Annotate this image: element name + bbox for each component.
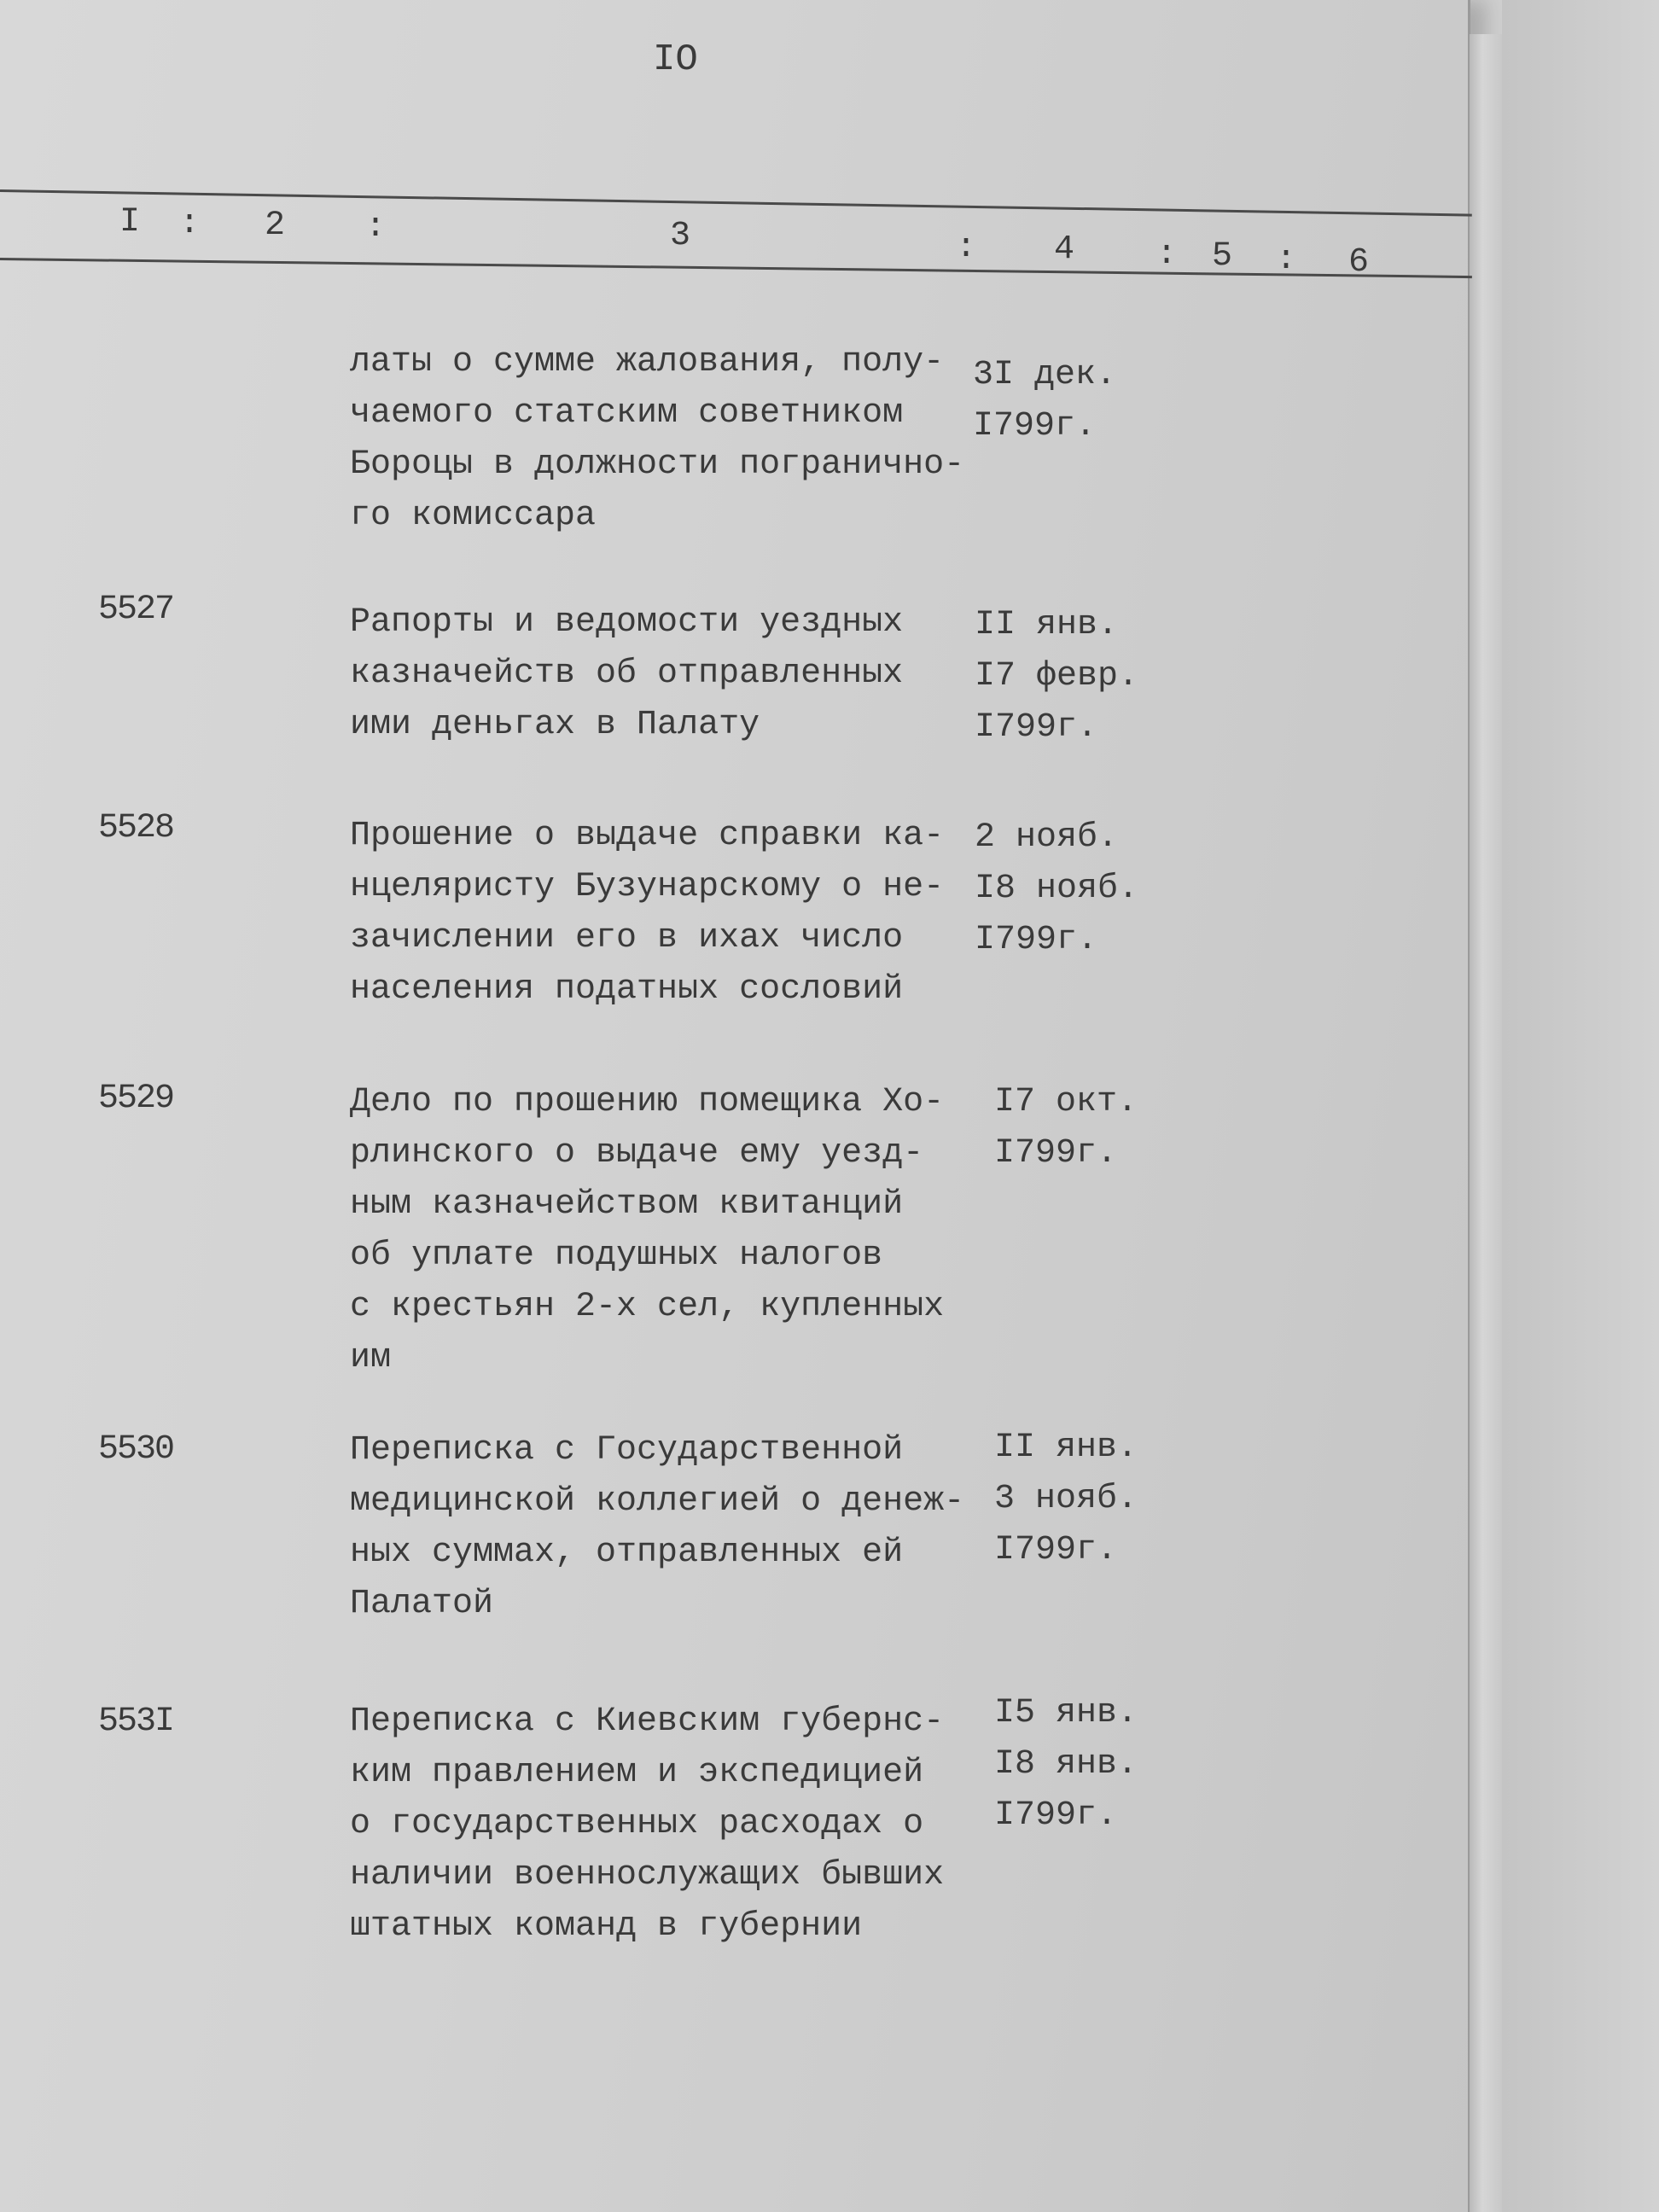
row-dates: I5 янв. I8 янв. I799г.	[994, 1694, 1138, 1835]
row-dates: II янв. I7 февр. I799г.	[975, 606, 1139, 747]
column-header-2: 2	[265, 207, 286, 245]
column-separator: :	[1156, 236, 1178, 274]
column-separator: :	[365, 208, 387, 247]
column-header-5: 5	[1212, 237, 1233, 276]
page-number: IO	[653, 38, 698, 81]
column-header-3: 3	[670, 217, 691, 255]
column-header-4: 4	[1054, 230, 1075, 269]
column-header-6: 6	[1348, 243, 1370, 282]
column-separator: :	[1276, 241, 1297, 279]
row-title: Переписка с Государственной медицинской коллегией о денеж- ных суммах, отправленных ей Палатой	[350, 1431, 965, 1623]
background-pages	[1502, 0, 1659, 2212]
row-number: 553I	[98, 1703, 174, 1741]
row-number: 5529	[98, 1080, 174, 1118]
row-title: Прошение о выдаче справки ка- нцеляристу Бузунарскому о не- зачислении его в ихах число населения податных сословий	[350, 817, 945, 1009]
row-number: 5527	[98, 591, 174, 629]
row-dates: 2 нояб. I8 нояб. I799г.	[975, 818, 1139, 959]
page-edge	[1470, 34, 1502, 2212]
row-title: Переписка с Киевским губернс- ким правлением и экспедицией о государственных расходах о наличии военнослужащих бывших штатных команд в губернии	[350, 1703, 945, 1946]
column-separator: :	[956, 229, 977, 267]
row-dates: 3I дек. I799г.	[973, 356, 1117, 445]
row-title: латы о сумме жалования, полу- чаемого статским советником Бороцы в должности погранично- го комиссара	[350, 343, 965, 535]
column-header-1: I	[119, 203, 141, 242]
row-dates: I7 окт. I799г.	[994, 1083, 1138, 1173]
row-dates: II янв. 3 нояб. I799г.	[994, 1429, 1138, 1569]
row-title: Дело по прошению помещика Хо- рлинского о выдаче ему уезд- ным казначейством квитанций об уплате подушных налогов с крестьян 2-х сел, купленных им	[350, 1083, 945, 1377]
column-separator: :	[179, 205, 201, 243]
row-number: 5528	[98, 809, 174, 847]
row-title: Рапорты и ведомости уездных казначейств об отправленных ими деньгах в Палату	[350, 603, 904, 744]
row-number: 5530	[98, 1430, 174, 1469]
